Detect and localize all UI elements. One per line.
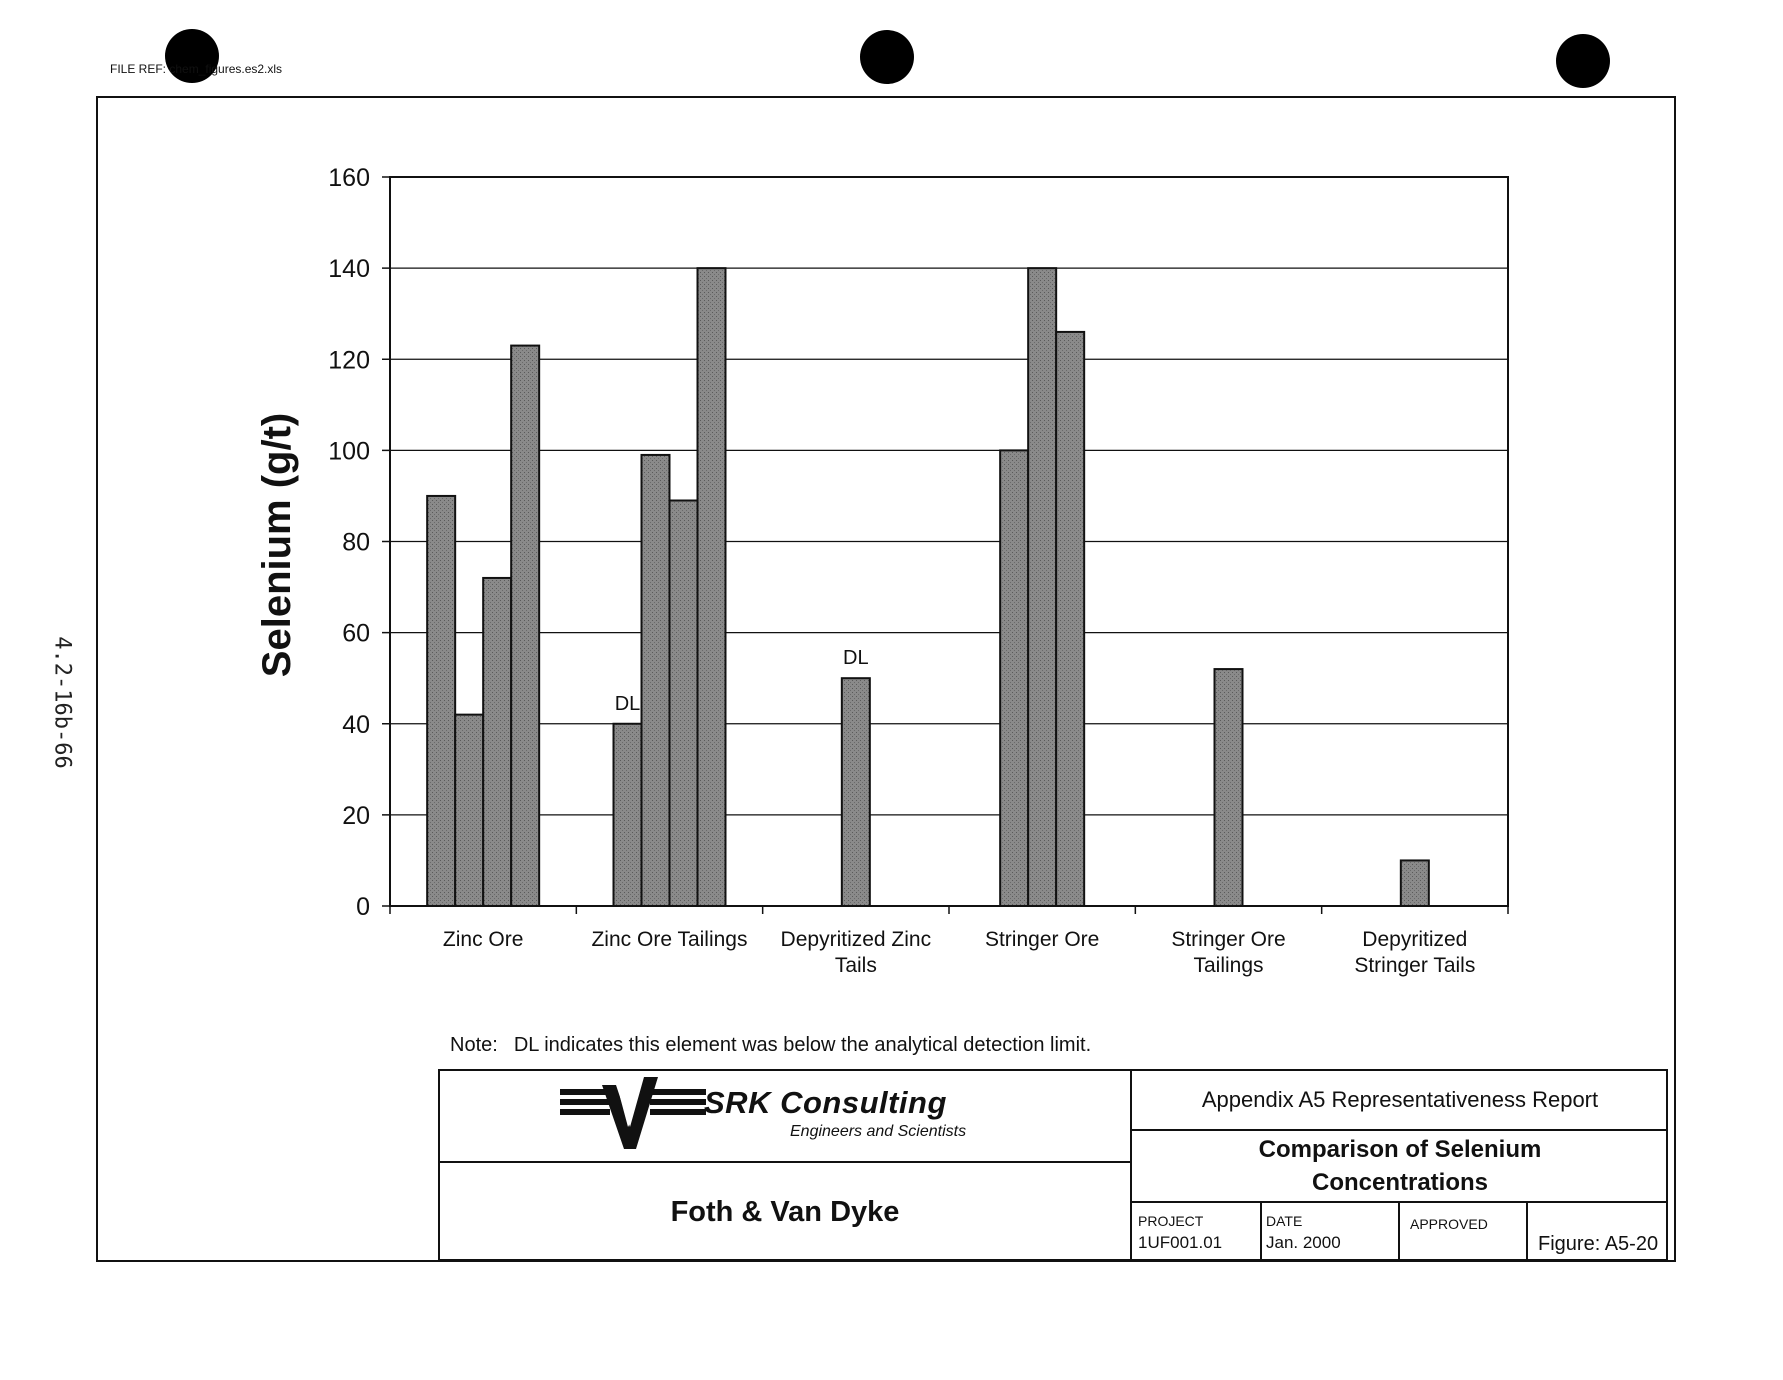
company-logo [440, 1071, 1130, 1161]
client-name: Foth & Van Dyke [670, 1195, 900, 1228]
x-category-label: Depyritized [1362, 928, 1468, 951]
divider [1526, 1203, 1528, 1261]
note-text: DL indicates this element was below the analytical detection limit. [513, 1034, 1092, 1056]
bar [670, 500, 698, 906]
y-tick-label: 20 [342, 801, 370, 830]
appendix-title: Appendix A5 Representativeness Report [1201, 1087, 1599, 1112]
divider [1132, 1201, 1668, 1203]
bar [1215, 669, 1243, 906]
x-category-label: Depyritized Zinc [780, 928, 932, 951]
y-tick-label: 40 [342, 710, 370, 739]
company-tagline: Engineers and Scientists [790, 1123, 967, 1140]
bar [1028, 268, 1056, 906]
file-reference: FILE REF: chem_figures.es2.xls [110, 62, 283, 76]
figure-number: Figure: A5-20 [1538, 1233, 1659, 1255]
bar [455, 715, 483, 906]
y-tick-label: 80 [342, 528, 370, 557]
x-category-label: Tails [834, 954, 877, 977]
y-tick-label: 100 [328, 437, 370, 466]
figure-title [1132, 1131, 1668, 1201]
bar [1000, 450, 1028, 906]
x-category-label: Stringer Ore [1171, 928, 1286, 951]
date-value: Jan. 2000 [1266, 1233, 1341, 1252]
x-category-label: Zinc Ore Tailings [591, 928, 748, 951]
bar [511, 346, 539, 906]
bar [698, 268, 726, 906]
divider [1260, 1203, 1262, 1261]
bar [1401, 860, 1429, 906]
srk-logo-icon [558, 1077, 708, 1157]
dl-label: DL [843, 647, 869, 670]
approved-heading: APPROVED [1410, 1216, 1488, 1232]
x-category-label: Tailings [1193, 954, 1264, 977]
title-block [438, 1069, 1668, 1261]
grid-lines [390, 268, 1508, 815]
figure-title-line-2: Concentrations [1311, 1169, 1488, 1196]
date-heading: DATE [1266, 1213, 1303, 1229]
note-prefix: Note: [450, 1034, 498, 1056]
y-tick-label: 160 [328, 164, 370, 192]
divider [1398, 1203, 1400, 1261]
bar [1056, 332, 1084, 906]
bar [427, 496, 455, 906]
bar [614, 724, 642, 906]
y-tick-label: 120 [328, 346, 370, 375]
note [450, 1034, 1091, 1057]
dl-label: DL [614, 692, 641, 715]
bar [642, 455, 670, 906]
figure-title-line-1: Comparison of Selenium [1258, 1136, 1542, 1163]
side-page-label: 4.2-16b-66 [49, 636, 75, 769]
project-value: 1UF001.01 [1138, 1233, 1223, 1252]
x-category-label: Zinc Ore [442, 928, 524, 951]
project-heading: PROJECT [1138, 1213, 1204, 1229]
bar [483, 578, 511, 906]
y-tick-label: 60 [342, 619, 370, 648]
x-category-label: Stringer Tails [1354, 954, 1476, 977]
bars [427, 268, 1429, 906]
y-tick-label: 0 [356, 893, 370, 921]
company-name: SRK Consulting [704, 1085, 947, 1120]
y-tick-label: 140 [328, 255, 370, 284]
x-category-label: Stringer Ore [984, 928, 1100, 951]
bar [842, 678, 870, 906]
y-axis-title: Selenium (g/t) [255, 412, 299, 678]
